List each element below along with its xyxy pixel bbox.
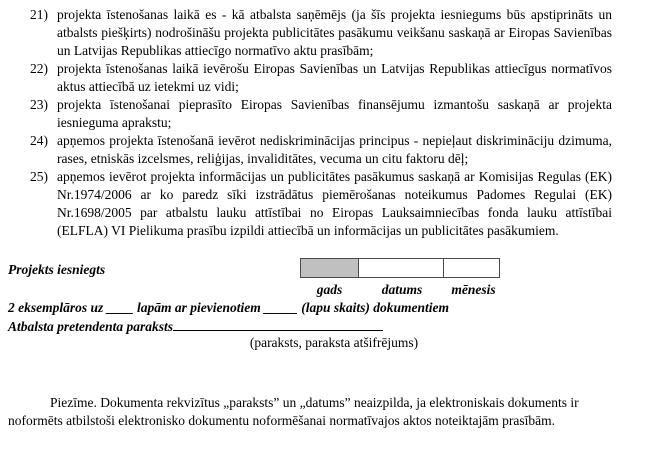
list-item xyxy=(30,96,612,132)
list-item-text: projekta īstenošanai pieprasīto Eiropas Savienības finansējumu izmantošu saskaņā ar projekta iesnieguma aprakstu; xyxy=(57,97,612,130)
project-submitted-label: Projekts iesniegts xyxy=(8,262,106,277)
copies-suffix: (lapu skaits) dokumentiem xyxy=(301,300,450,315)
list-item-text: projekta īstenošanas laikā es - kā atbalsta saņēmējs (ja šīs projekta iesniegums būs apstiprināts un atbalsts piešķirts) nodrošināšu projekta publicitātes pasākumu veikšanu saskaņā ar Eiropas Savienības un Latvijas Republikas attiecīgo normatīvo aktu prasībām; xyxy=(57,7,612,58)
day-input-cell[interactable] xyxy=(359,258,444,278)
list-item-text: apņemos ievērot projekta informācijas un publicitātes pasākumus saskaņā ar Komisijas Regulas (EK) Nr.1974/2006 ar ko paredz sīki izstrādātus piemērošanas noteikumus Padomes Regulai (EK) Nr.1698/2005 par atbalstu lauku attīstībai no Eiropas Lauksaimniecības fonda lauku attīstībai (ELFLA) VI Pielikuma prasību izpildi attiecībā un informācijas un publicitātes pasākumiem. xyxy=(57,169,612,238)
year-input-cell[interactable] xyxy=(300,258,359,278)
signature-label: Atbalsta pretendenta paraksts xyxy=(8,319,174,334)
list-item-number: 21) xyxy=(30,7,48,22)
submission-date-table xyxy=(300,258,500,278)
day-label: datums xyxy=(381,282,423,297)
month-input-cell[interactable] xyxy=(444,258,500,278)
list-item-number: 24) xyxy=(30,133,48,148)
list-item xyxy=(30,6,612,60)
list-item-text: projekta īstenošanas laikā ievērošu Eiropas Savienības un Latvijas Republikas attiecīgus normatīvos aktus attiecībā uz ietekmi uz vidi; xyxy=(57,61,612,94)
year-label: gads xyxy=(316,282,343,297)
list-item-number: 23) xyxy=(30,97,48,112)
list-item xyxy=(30,168,612,240)
copies-prefix: 2 eksemplāros uz xyxy=(8,300,104,315)
list-item-number: 25) xyxy=(30,169,48,184)
signature-caption: (paraksts, paraksta atšifrējums) xyxy=(249,335,419,350)
note-paragraph: Piezīme. Dokumenta rekvizītus „paraksts” un „datums” neaizpilda, ja elektroniskais dokuments ir noformēts atbilstoši elektronisko dokumentu noformēšanai normatīvajos aktos noteiktajām prasībām. xyxy=(8,395,579,428)
pages-count-blank[interactable]: ____ xyxy=(106,300,134,315)
month-label: mēnesis xyxy=(451,282,496,297)
documents-count-blank[interactable]: _____ xyxy=(264,300,298,315)
list-item-text: apņemos projekta īstenošanā ievērot nediskriminācijas principus - nepieļaut diskrimināciju dzimuma, rases, etniskās izcelsmes, reliģijas, invaliditātes, vecuma un citu faktoru dēļ; xyxy=(57,133,612,166)
date-field-labels xyxy=(300,281,502,299)
signature-row xyxy=(8,316,383,336)
list-item-number: 22) xyxy=(30,61,48,76)
list-item xyxy=(30,132,612,168)
declaration-list xyxy=(30,6,612,240)
signature-blank-line[interactable] xyxy=(173,316,383,331)
copies-middle: lapām ar pievienotiem xyxy=(137,300,261,315)
copies-line xyxy=(8,299,449,317)
list-item xyxy=(30,60,612,96)
